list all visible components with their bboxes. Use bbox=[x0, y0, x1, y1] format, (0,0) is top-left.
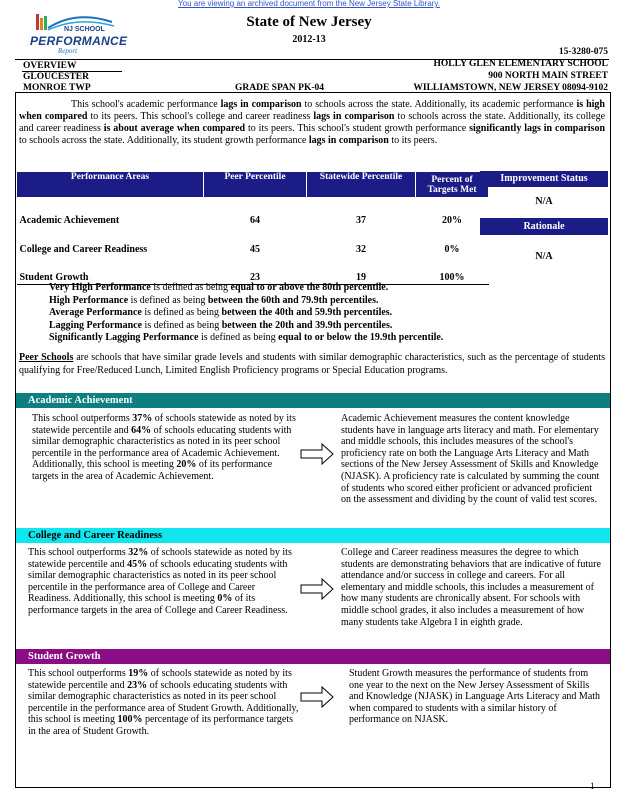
row-peer: 64 bbox=[250, 214, 260, 226]
definition-label: High Performance bbox=[49, 294, 129, 306]
sect-value: 23% bbox=[127, 679, 148, 691]
sect-text: of its performance targets in the area of Academic Achievement. bbox=[32, 459, 273, 482]
table-row bbox=[17, 227, 489, 256]
definition-rule: between the 60th and 79.9th percentiles. bbox=[207, 294, 379, 306]
section-left-academic-achievement bbox=[32, 413, 300, 483]
summary-text-7: to its peers. bbox=[388, 135, 438, 146]
sect-text: of schools statewide as noted by its statewide percentile and bbox=[28, 668, 292, 691]
sect-text: of schools statewide as noted by its statewide percentile and bbox=[32, 413, 296, 436]
row-peer: 45 bbox=[250, 243, 260, 255]
sect-text: This school outperforms bbox=[28, 668, 129, 679]
sect-text: percentage of its performance targets in the area of Student Growth. bbox=[28, 714, 294, 737]
district-name: MONROE TWP bbox=[23, 83, 91, 93]
summary-text-5: to its peers. This school's student growth performance bbox=[245, 123, 470, 134]
definition-label: Very High Performance bbox=[49, 282, 151, 293]
definition-mid: is defined as being bbox=[128, 294, 208, 306]
summary-bold-2: is high when compared bbox=[19, 99, 605, 122]
sect-text: This school outperforms bbox=[28, 547, 129, 558]
definition-rule: equal to or above the 80th percentile. bbox=[230, 282, 389, 293]
section-right-college-career-readiness: College and Career readiness measures the degree to which students are demonstrating behaviors that are indicative of future attendance and/or success in college and careers. For all elementary and middle schools, this includes a measurement of how many students are chronically absent. For schools with middle school grades, it also includes a measurement of how many students take Algebra I in eighth grade. bbox=[341, 547, 601, 628]
definition-line bbox=[49, 282, 609, 295]
archive-banner[interactable]: You are viewing an archived document from the New Jersey State Library. bbox=[178, 0, 440, 8]
row-targets: 20% bbox=[442, 214, 462, 226]
sect-text: of schools educating students with similar demographic characteristics as noted in its peer school percentile in the performance area of Academic Achievement. Additionally, this school is meeting bbox=[32, 424, 292, 471]
sect-value: 45% bbox=[127, 558, 148, 570]
definition-line bbox=[49, 295, 609, 308]
sect-text: This school outperforms bbox=[32, 413, 133, 424]
summary-text-4: to schools across the state. Additionally, its college and career readiness bbox=[19, 111, 606, 134]
sect-value: 20% bbox=[176, 459, 197, 471]
sect-text: of its performance targets in the area of College and Career Readiness. bbox=[28, 593, 288, 616]
row-peer: 23 bbox=[204, 256, 307, 285]
report-year: 2012-13 bbox=[292, 34, 326, 45]
section-header-college-career-readiness: College and Career Readiness bbox=[16, 528, 610, 543]
school-name: HOLLY GLEN ELEMENTARY SCHOOL bbox=[433, 59, 608, 69]
improvement-status-value: N/A bbox=[535, 196, 553, 207]
table-row bbox=[17, 198, 489, 227]
peer-schools-text: are schools that have similar grade levels and students with similar demographic characteristics, such as the percentage of students qualifying for Free/Reduced Lunch, Limited English Proficiency programs or Special Education programs. bbox=[19, 352, 605, 376]
definition-line bbox=[49, 307, 609, 320]
summary-text-1: This school's academic performance bbox=[71, 99, 221, 110]
peer-schools-term: Peer Schools bbox=[19, 352, 74, 363]
page-number: 1 bbox=[590, 781, 595, 791]
overview-label: OVERVIEW bbox=[23, 61, 77, 71]
table-row bbox=[17, 256, 489, 285]
summary-paragraph bbox=[19, 99, 605, 147]
summary-bold-4: is about average when compared bbox=[103, 123, 246, 134]
definition-label: Average Performance bbox=[49, 307, 142, 318]
definition-label: Lagging Performance bbox=[49, 319, 143, 331]
section-left-student-growth bbox=[28, 668, 300, 738]
performance-definitions bbox=[49, 282, 609, 345]
row-state: 37 bbox=[356, 214, 366, 226]
county-name: GLOUCESTER bbox=[23, 72, 89, 82]
page-title: State of New Jersey bbox=[246, 14, 372, 30]
definition-line bbox=[49, 320, 609, 333]
row-area: Student Growth bbox=[17, 256, 204, 285]
logo-line1: NJ SCHOOL bbox=[64, 26, 105, 33]
col-header-targets: Percent of Targets Met bbox=[416, 172, 489, 198]
grade-span: GRADE SPAN PK-04 bbox=[235, 83, 325, 93]
sect-value: 64% bbox=[131, 424, 152, 436]
summary-text-2: to schools across the state. Additionally, its academic performance bbox=[301, 99, 577, 110]
sect-text: of schools educating students with similar demographic characteristics as noted in its peer school percentile in the performance area of College and Career Readiness. Additionally, this school is meeting bbox=[28, 558, 288, 605]
sect-text: of schools educating students with similar demographic characteristics as noted in its peer school percentile in the performance area of Student Growth. Additionally, this school is meeting bbox=[28, 679, 299, 726]
definition-mid: is defined as being bbox=[141, 307, 222, 318]
row-targets: 0% bbox=[444, 243, 460, 255]
definition-mid: is defined as being bbox=[150, 282, 231, 293]
summary-text-6: to schools across the state. Additionally, its student growth performance bbox=[19, 135, 309, 146]
definition-rule: between the 40th and 59.9th percentiles. bbox=[221, 307, 393, 318]
sect-value: 37% bbox=[132, 413, 153, 424]
summary-bold-5: significantly lags in comparison bbox=[469, 123, 605, 134]
definition-rule: equal to or below the 19.9th percentile. bbox=[278, 332, 444, 343]
section-header-academic-achievement: Academic Achievement bbox=[16, 393, 610, 408]
arrow-right-icon bbox=[300, 686, 334, 708]
sect-value: 19% bbox=[128, 668, 149, 679]
col-header-peer: Peer Percentile bbox=[204, 172, 307, 198]
section-right-academic-achievement: Academic Achievement measures the content knowledge students have in language arts literacy and math. For elementary and middle schools, this includes measures of the school's proficiency rate on both the Language Arts Literacy and Math sections of the New Jersey Assessment of Skills and Knowledge (NJASK). A proficiency rate is calculated by summing the count of students who scored either proficient or advanced proficient on the assessment and dividing by the count of valid test scores. bbox=[341, 413, 600, 506]
row-state: 32 bbox=[356, 243, 366, 255]
section-right-student-growth: Student Growth measures the performance of students from one year to the next on the New Jersey Assessment of Skills and Knowledge (NJASK) in Language Arts Literacy and Math when compared to students with a similar history of performance on NJASK. bbox=[349, 668, 601, 726]
section-header-student-growth: Student Growth bbox=[16, 649, 610, 664]
arrow-right-icon bbox=[300, 578, 334, 600]
sect-value: 100% bbox=[117, 714, 143, 726]
definition-mid: is defined as being bbox=[142, 319, 222, 331]
section-left-college-career-readiness bbox=[28, 547, 300, 617]
summary-bold-3: lags in comparison bbox=[313, 111, 395, 122]
logo-line2: PERFORMANCE bbox=[30, 34, 128, 48]
sect-value: 0% bbox=[217, 593, 233, 605]
definition-rule: between the 20th and 39.9th percentiles. bbox=[221, 319, 393, 331]
performance-table bbox=[16, 171, 489, 285]
definition-mid: is defined as being bbox=[198, 332, 279, 343]
row-state: 19 bbox=[307, 256, 416, 285]
school-code: 15-3280-075 bbox=[558, 47, 608, 57]
sect-value: 32% bbox=[128, 547, 149, 558]
improvement-status-header: Improvement Status bbox=[480, 171, 608, 187]
definition-line bbox=[49, 332, 609, 345]
arrow-right-icon bbox=[300, 443, 334, 465]
sect-text: of schools statewide as noted by its statewide percentile and bbox=[28, 547, 292, 570]
row-area: College and Career Readiness bbox=[19, 243, 148, 255]
summary-text-3: to its peers. This school's college and career readiness bbox=[87, 111, 314, 122]
col-header-area: Performance Areas bbox=[17, 172, 204, 198]
row-area: Academic Achievement bbox=[19, 214, 120, 226]
peer-schools-paragraph bbox=[19, 352, 605, 377]
rationale-value: N/A bbox=[535, 251, 553, 262]
rationale-header: Rationale bbox=[480, 218, 608, 235]
row-targets: 100% bbox=[416, 256, 489, 285]
col-header-state: Statewide Percentile bbox=[307, 172, 416, 198]
summary-bold-1: lags in comparison bbox=[220, 99, 302, 110]
logo-line3: Report bbox=[58, 47, 78, 55]
summary-bold-6: lags in comparison bbox=[308, 135, 389, 146]
school-street: 900 NORTH MAIN STREET bbox=[488, 71, 608, 81]
definition-label: Significantly Lagging Performance bbox=[49, 332, 199, 343]
school-city: WILLIAMSTOWN, NEW JERSEY 08094-9102 bbox=[413, 83, 608, 93]
